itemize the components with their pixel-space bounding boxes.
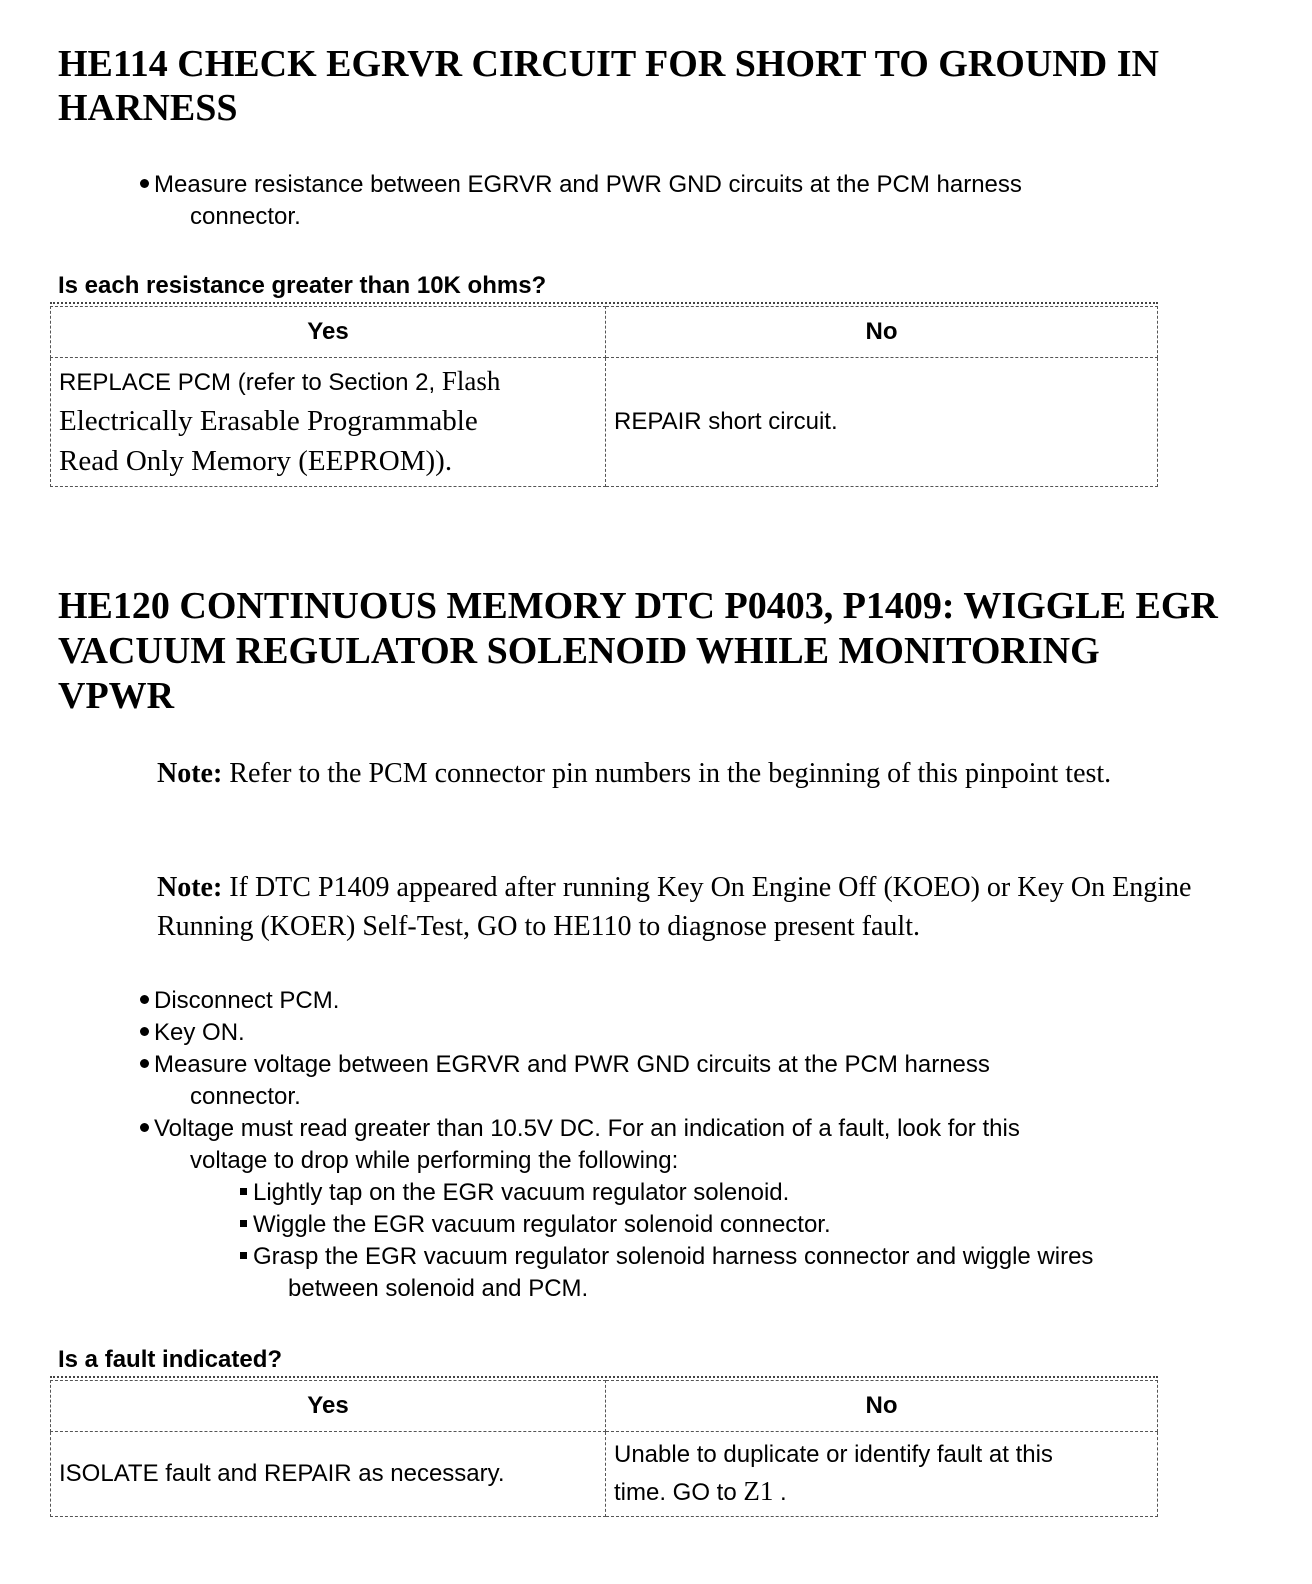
yes-no-table (50, 1380, 1158, 1517)
flash-eeprom-link[interactable]: Flash (441, 366, 501, 396)
flash-eeprom-link[interactable]: Read Only Memory (EEPROM) (59, 445, 436, 477)
step-item (140, 1017, 1093, 1049)
heading-line: HARNESS (58, 87, 238, 129)
step-item (140, 985, 1093, 1017)
square-bullet-icon (240, 1188, 247, 1195)
heading-line: VACUUM REGULATOR SOLENOID WHILE MONITORING (58, 630, 1100, 672)
question-text: Is a fault indicated? (58, 1346, 283, 1373)
step-text: Measure resistance between EGRVR and PWR GND circuits at the PCM harness (154, 171, 1022, 198)
heading-line: HE114 CHECK EGRVR CIRCUIT FOR SHORT TO GROUND IN (58, 43, 1159, 85)
note-text: Refer to the PCM connector pin numbers in the beginning of this pinpoint test. (222, 758, 1112, 789)
column-header-yes: Yes (51, 1381, 606, 1432)
column-header-yes: Yes (51, 307, 606, 358)
yes-no-table (50, 306, 1158, 487)
step-list (140, 985, 1093, 1305)
no-text: REPAIR short circuit. (614, 408, 838, 435)
column-header-no: No (606, 307, 1158, 358)
sub-step-text: Lightly tap on the EGR vacuum regulator solenoid. (253, 1179, 790, 1206)
bullet-icon (140, 179, 149, 188)
no-text: . (773, 1479, 787, 1506)
sub-step-text: Grasp the EGR vacuum regulator solenoid harness connector and wiggle wires (253, 1243, 1094, 1270)
z1-link[interactable]: Z1 (743, 1476, 774, 1506)
no-cell (606, 358, 1158, 487)
step-text: connector. (190, 203, 301, 230)
no-text: time. GO to (614, 1479, 744, 1506)
step-text: Key ON. (154, 1019, 245, 1046)
section-heading-he120 (58, 584, 1218, 719)
bullet-icon (140, 1123, 149, 1132)
step-text: Disconnect PCM. (154, 987, 340, 1014)
note-block (157, 868, 1237, 946)
section-heading-he114 (58, 42, 1159, 130)
column-header-no: No (606, 1381, 1158, 1432)
sub-step-item (140, 1177, 1093, 1209)
step-item (140, 1113, 1093, 1145)
square-bullet-icon (240, 1220, 247, 1227)
flash-eeprom-link[interactable]: Electrically Erasable Programmable (59, 405, 478, 437)
no-text: Unable to duplicate or identify fault at this (614, 1441, 1053, 1468)
question-text: Is each resistance greater than 10K ohms? (58, 272, 547, 299)
note-text: If DTC P1409 appeared after running Key On Engine Off (KOEO) or Key On Engine Running (KOER) Self-Test, GO to HE110 to diagnose present fault. (157, 872, 1192, 942)
divider (50, 1376, 1158, 1378)
bullet-icon (140, 1059, 149, 1068)
note-block (157, 754, 1237, 793)
bullet-icon (140, 1027, 149, 1036)
no-cell (606, 1432, 1158, 1517)
step-item (140, 1049, 1093, 1081)
step-text: Measure voltage between EGRVR and PWR GND circuits at the PCM harness (154, 1051, 990, 1078)
sub-step-text: Wiggle the EGR vacuum regulator solenoid connector. (253, 1211, 831, 1238)
heading-line: VPWR (58, 675, 175, 717)
sub-step-item (140, 1241, 1093, 1273)
sub-step-item (140, 1209, 1093, 1241)
bullet-icon (140, 995, 149, 1004)
note-label: Note: (157, 758, 223, 789)
yes-text: REPLACE PCM (refer to Section 2, (59, 369, 442, 396)
step-text: connector. (190, 1083, 301, 1110)
yes-cell (51, 358, 606, 487)
divider (50, 302, 1158, 304)
step-text: voltage to drop while performing the following: (190, 1147, 679, 1174)
note-label: Note: (157, 872, 223, 903)
yes-text: ). (435, 445, 453, 477)
sub-step-text: between solenoid and PCM. (288, 1275, 589, 1302)
yes-cell (51, 1432, 606, 1517)
step-item (140, 169, 1022, 233)
yes-text: ISOLATE fault and REPAIR as necessary. (59, 1460, 505, 1487)
square-bullet-icon (240, 1252, 247, 1259)
step-text: Voltage must read greater than 10.5V DC. For an indication of a fault, look for this (154, 1115, 1020, 1142)
heading-line: HE120 CONTINUOUS MEMORY DTC P0403, P1409: WIGGLE EGR (58, 585, 1218, 627)
